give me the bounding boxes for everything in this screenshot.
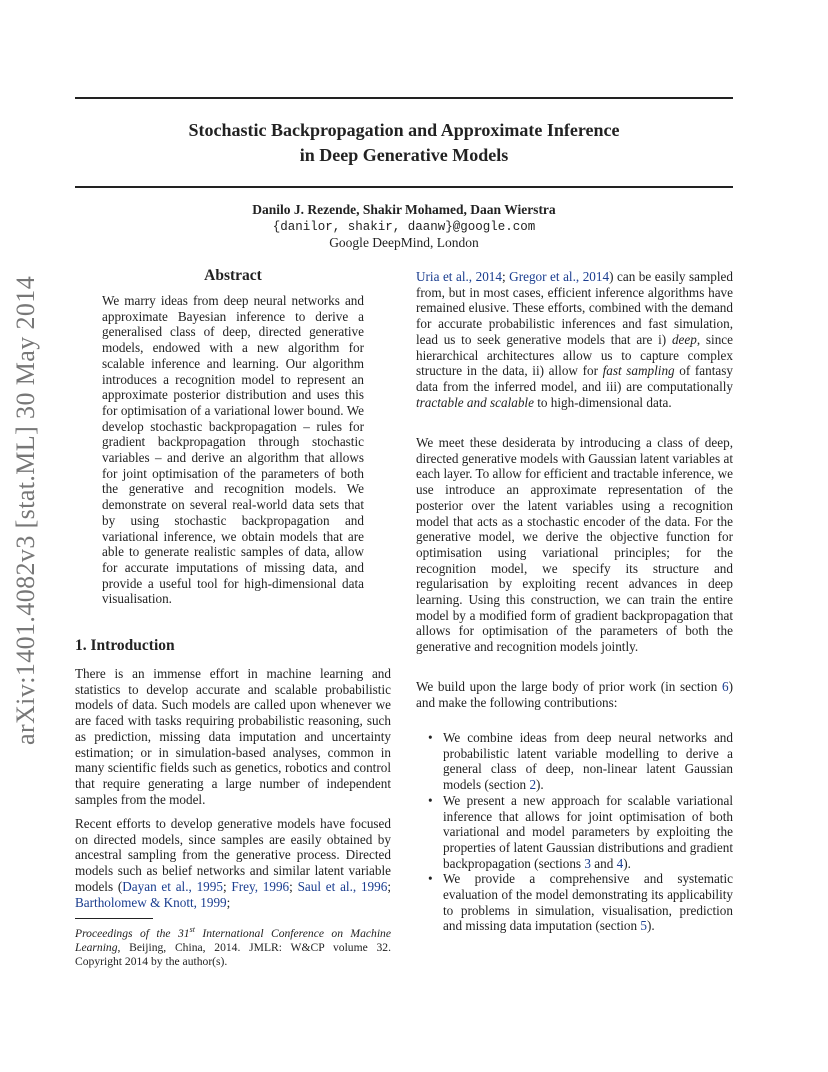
right-p1-part-a: ) can be easily sampled from, but in most cases, efficient inference algorithms have remained elusive. These efforts, combined with the demand for accurate probabilistic inferences and fast simulation, lead us to seek generative models that are i) [416,269,733,347]
citation-link[interactable]: Dayan et al., 1995 [122,878,223,894]
section-heading-introduction: 1. Introduction [75,637,175,654]
section-reference-link[interactable]: 6 [722,679,729,694]
footnote [75,923,391,969]
contribution-3-end: ). [647,918,655,934]
citation-separator: ; [226,894,231,910]
citation-separator: ; [501,269,510,284]
right-p1-part-c: of fantasy data from the inferred model, and iii) are computationally [416,363,733,394]
abstract-body [102,293,364,607]
right-p3-part-a: We build upon the large body of prior work (in section [416,679,722,694]
intro-p2-body: Recent efforts to develop generative models have focused on directed models, since samples are easily obtained by ancestral sampling from the generative process. Directed models such as belief networks and similar latent variable models ( [75,816,391,894]
bullet-icon: • [428,730,433,745]
right-paragraph-3 [416,679,733,710]
author-emails: {danilor, shakir, daanw}@google.com [272,219,536,234]
paper-title [75,118,733,168]
right-p2-text: We meet these desiderata by introducing a class of deep, directed generative models with Gaussian latent variables at each layer. To allow for efficient and tractable inference, we use introduce an approximate representation of the posterior over the latent variables using a recognition model that acts as a stochastic encoder of the data. For the generative model, we derive the objective function for optimisation using variational principles; for the recognition model, we specify its structure and regularisation by exploiting recent advances in deep learning. Using this construction, we can train the entire model by a modified form of gradient backpropagation that allows for optimisation of the parameters of both the generative and recognition models jointly. [416,435,733,655]
contribution-2-end: ). [623,855,631,871]
emphasis-tractable: tractable and scalable [416,394,534,410]
footnote-part-1: Proceedings of the 31 [75,926,190,940]
title-top-rule [75,97,733,99]
bullet-icon: • [428,792,433,808]
title-line-1: Stochastic Backpropagation and Approximate Inference [188,120,620,140]
abstract-section [75,267,391,285]
introduction-heading-wrap [75,637,391,655]
contributions-list-wrap [416,730,733,934]
emphasis-deep: deep [671,331,697,347]
author-affiliation: Google DeepMind, London [329,235,479,250]
citation-separator: ; [387,878,391,894]
footnote-rule [75,918,153,919]
title-line-2: in Deep Generative Models [299,145,509,165]
footnote-superscript: st [189,925,195,934]
right-p3-part-b: ) and make the following contributions: [416,679,733,710]
citation-link[interactable]: Gregor et al., 2014 [509,269,610,284]
intro-p1-text: There is an immense effort in machine learning and statistics to develop accurate and scalable probabilistic models of data. Such models are called upon whenever we are faced with tasks requiring probabilistic reasoning, such as prediction, missing data imputation and uncertainty estimation; or in simulation-based analyses, common in many scientific fields such as genetics, robotics and control that require generating a large number of independent samples from the model. [75,666,391,807]
contribution-item [416,871,733,934]
citation-link[interactable]: Saul et al., 1996 [297,878,388,894]
right-paragraph-2 [416,435,733,655]
contributions-list [416,730,733,934]
intro-p2-text [75,816,391,910]
citation-link[interactable]: Frey, 1996 [231,878,290,894]
intro-paragraph-2 [75,816,391,910]
section-reference-link[interactable]: 4 [616,855,624,871]
right-p3-text [416,679,733,710]
right-p1-part-b: , since hierarchical architectures allow us to capture complex structure in the data, ii) allow for [416,331,733,379]
arxiv-identifier: arXiv:1401.4082v3 [stat.ML] 30 May 2014 [11,275,40,745]
emphasis-fast-sampling: fast sampling [602,363,675,379]
citation-link[interactable]: Uria et al., 2014 [416,269,502,284]
right-paragraph-1 [416,269,733,410]
footnote-part-3: , Beijing, China, 2014. JMLR: W&CP volume 32. Copyright 2014 by the author(s). [75,940,391,968]
citation-separator: ; [289,878,298,894]
bullet-icon: • [428,871,433,887]
contribution-2-mid: and [590,855,617,871]
contribution-item [416,730,733,793]
right-p1-text [416,269,733,410]
contribution-1-end: ). [536,777,544,793]
abstract-heading: Abstract [204,267,262,284]
author-names: Danilo J. Rezende, Shakir Mohamed, Daan Wierstra [252,202,556,217]
footnote-part-2: International Conference on Machine Learning [75,926,391,954]
section-reference-link[interactable]: 5 [640,918,648,934]
contribution-2-text: We present a new approach for scalable variational inference that allows for joint optimisation of both variational and model parameters by exploiting the properties of latent Gaussian distributions and gradient backpropagation (sections [443,792,733,871]
contribution-3-text: We provide a comprehensive and systematic evaluation of the model demonstrating its applicability to problems in simulation, visualisation, prediction and missing data imputation (section [443,871,733,934]
contribution-1-text: We combine ideas from deep neural networks and probabilistic latent variable modelling to derive a general class of deep, non-linear latent Gaussian models (section [443,730,733,793]
author-block [75,202,733,252]
right-p1-part-d: to high-dimensional data. [533,394,672,410]
section-reference-link[interactable]: 3 [584,855,591,871]
abstract-text: We marry ideas from deep neural networks and approximate Bayesian inference to derive a generalised class of deep, directed generative models, endowed with a new algorithm for scalable inference and learning. Our algorithm introduces a recognition model to represent an approximate posterior distribution and uses this for optimisation of a variational lower bound. We develop stochastic backpropagation – rules for gradient backpropagation through stochastic variables – and derive an algorithm that allows for joint optimisation of the parameters of both the generative and recognition models. We demonstrate on several real-world data sets that by using stochastic backpropagation and variational inference, we obtain models that are able to generate realistic samples of data, allow for accurate imputations of missing data, and provide a useful tool for high-dimensional data visualisation. [102,293,364,607]
contribution-item [416,793,733,872]
title-bottom-rule [75,186,733,188]
citation-link[interactable]: Bartholomew & Knott, 1999 [75,894,227,910]
citation-separator: ; [222,878,232,894]
intro-paragraph-1 [75,666,391,807]
section-reference-link[interactable]: 2 [529,777,537,793]
